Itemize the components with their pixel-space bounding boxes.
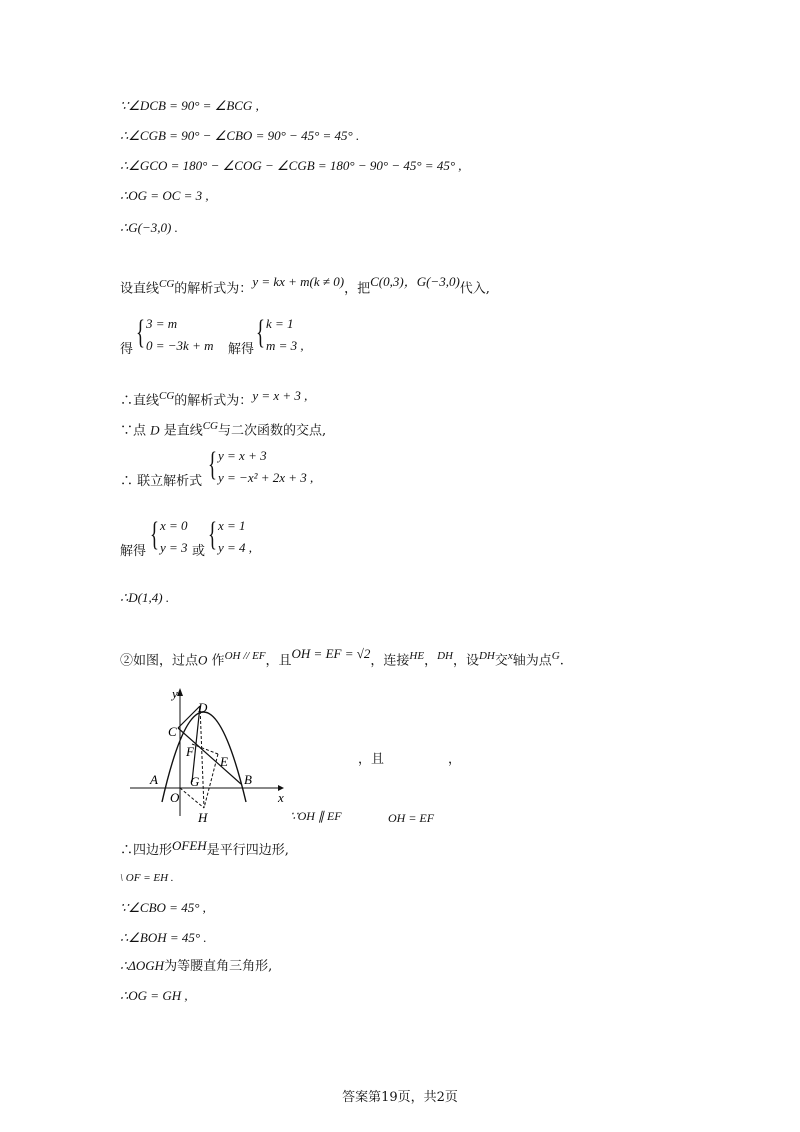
label-f: F [186,744,194,759]
figure-side-text-b: ， [448,752,462,767]
text-segment: 是平行四边形, [206,843,289,858]
parabola-figure [128,684,288,824]
label-h: H [198,810,208,824]
proof-line-8 [120,418,326,439]
left-brace: { [208,446,217,483]
proof-line-14: ∴∠BOH = 45° . [120,930,207,945]
label-o: O [170,790,180,805]
proof-line-12: \ OF = EH . [120,872,174,884]
text-segment: ，设 [452,653,479,669]
math-segment: HE [409,650,425,662]
equation-row: k = 1 [266,316,294,331]
page-footer: 答案第19页，共2页 [342,1090,458,1105]
equation-row: x = 0 [160,518,188,533]
equation-system-3 [120,516,420,559]
math-segment: DH [478,650,495,662]
text-segment: ，连接 [370,653,410,669]
left-brace: { [208,516,217,553]
text-segment: 解得 [228,342,255,357]
label-a: A [150,772,158,787]
proof-line-4: ∴OG = OC = 3 , [120,188,209,203]
text-segment: 与二次函数的交点, [217,423,327,439]
figure-below-text-b: OH = EF [388,811,435,825]
proof-line-1: ∵∠DCB = 90° = ∠BCG , [120,98,259,113]
text-segment: 得 [120,342,134,357]
label-x: x [278,790,284,805]
equation-row: y = x + 3 [218,448,267,463]
proof-line-15 [120,958,272,975]
figure-side-text-a: ，且 [358,752,385,767]
text-segment: 解得 [120,544,147,559]
proof-line-3: ∴∠GCO = 180° − ∠COG − ∠CGB = 180° − 90° − 45° = 45° , [120,158,462,173]
line-dh [200,706,204,808]
label-d: D [198,700,208,715]
left-brace: { [136,314,145,351]
proof-line-11 [120,838,289,859]
math-segment: C(0,3)，G(−3,0) [370,274,460,290]
text-segment: 为等腰直角三角形, [164,959,273,974]
math-segment: D [150,422,160,438]
equation-row: y = −x² + 2x + 3 , [218,470,314,485]
text-segment: ∴四边形 [120,843,173,858]
text-segment: 是直线 [163,423,203,439]
math-segment: O [198,652,208,668]
equation-row: m = 3 , [266,338,304,353]
line-cd [178,706,200,728]
math-segment: ∴ΔOGH [120,958,165,973]
math-segment: CG [159,390,175,402]
text-segment: 或 [192,544,206,559]
math-segment: x [507,650,513,662]
math-segment: OFEH [172,838,207,853]
figure-below-text-a: ∵OH ∥ EF [290,809,342,823]
math-segment: OH = EF = √2 [291,646,371,662]
y-axis-arrow [177,688,183,696]
proof-line-7 [120,388,307,409]
proof-line-9: ∴D(1,4) . [120,590,170,605]
text-segment: ∴ 联立解析式 [120,474,203,489]
left-brace: { [150,516,159,553]
proof-line-5: ∴G(−3,0) . [120,220,178,235]
proof-line-13: ∵∠CBO = 45° , [120,900,206,915]
text-segment: 交 [494,653,508,669]
equation-system-1 [120,314,420,357]
text-segment: ∴直线 [120,393,160,409]
proof-line-16: ∴OG = GH , [120,988,188,1003]
text-segment: 的解析式为： [174,281,253,297]
math-segment: CG [159,278,175,290]
line-oh [180,788,204,808]
label-b: B [244,772,252,787]
equation-row: x = 1 [218,518,246,533]
text-segment: 的解析式为： [174,393,253,409]
equation-row: 3 = m [146,316,178,331]
text-segment: ，且 [265,653,292,669]
label-g: G [190,774,200,789]
label-e: E [220,754,228,769]
equation-system-2 [120,446,420,489]
proof-line-6 [120,276,490,297]
text-segment: ， [424,653,438,669]
text-segment: 作 [211,653,225,669]
math-segment: y = x + 3 , [252,388,308,404]
math-segment: y = kx + m(k ≠ 0) [252,274,345,290]
math-segment: DH [437,650,453,662]
text-segment: 轴为点 [512,653,552,669]
text-segment: ②如图，过点 [120,653,199,669]
proof-line-10 [120,648,564,669]
proof-line-2: ∴∠CGB = 90° − ∠CBO = 90° − 45° = 45° . [120,128,360,143]
text-segment: . [559,653,564,669]
label-c: C [168,724,177,739]
equation-row: y = 4 , [218,540,253,555]
math-segment: OH // EF [224,650,266,662]
text-segment: ，把 [344,281,371,297]
text-segment: 设直线 [120,281,160,297]
equation-row: y = 3 [160,540,188,555]
left-brace: { [256,314,265,351]
math-segment: G [551,650,560,662]
label-y: y [172,686,178,701]
text-segment: 代入, [459,281,490,297]
text-segment: ∵点 [120,423,147,439]
math-segment: CG [202,420,218,432]
equation-row: 0 = −3k + m [146,338,214,353]
